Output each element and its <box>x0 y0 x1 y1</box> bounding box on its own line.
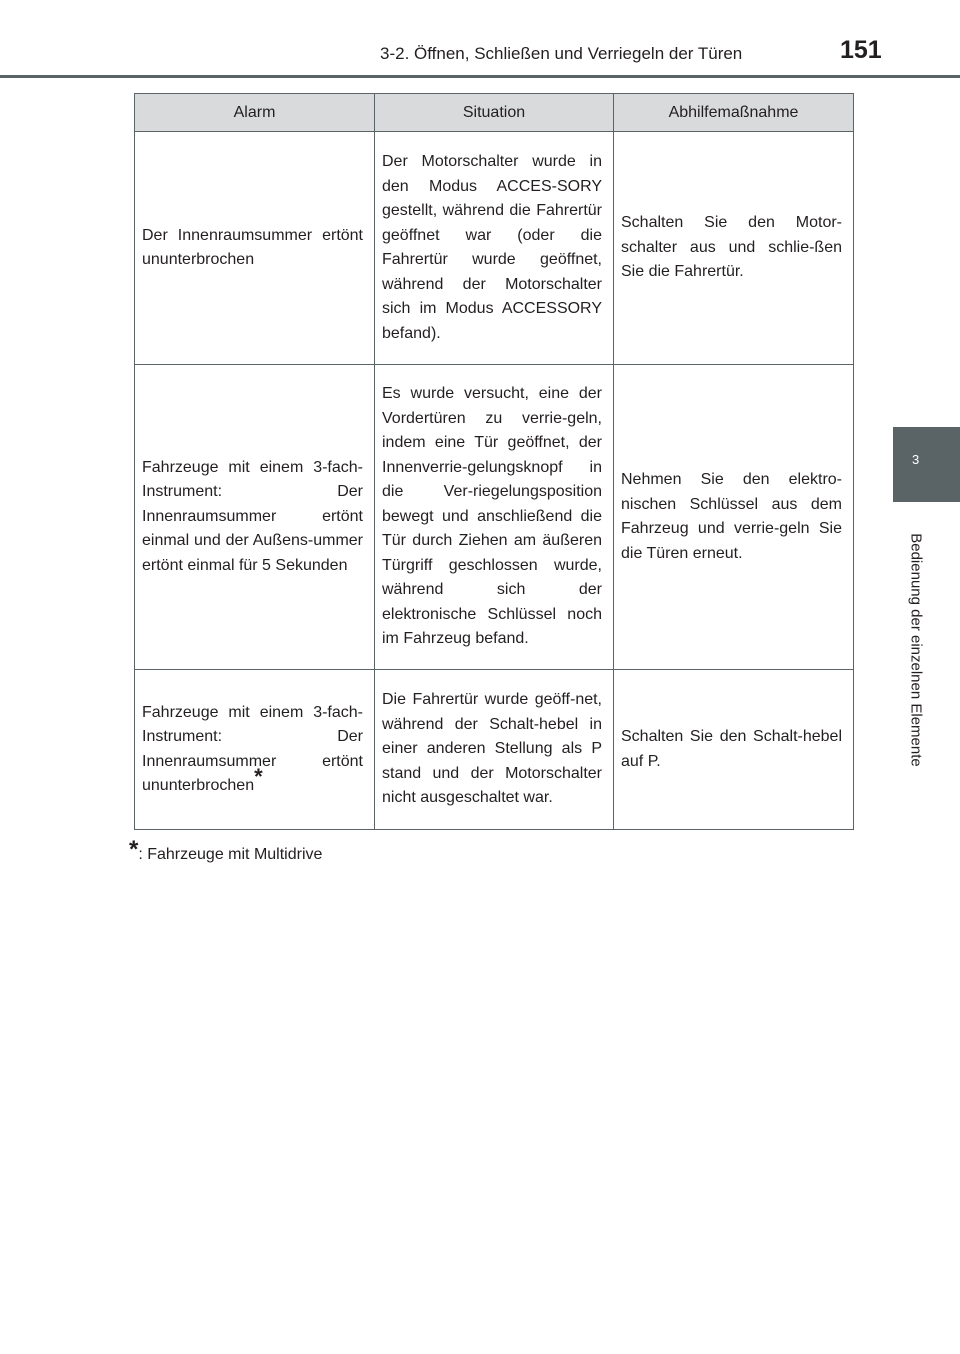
situation-cell: Die Fahrertür wurde geöff-net, während der Schalt-hebel in einer anderen Stellung als P stand und der Motorschalter nicht ausgeschaltet war. <box>375 670 614 830</box>
column-header-alarm: Alarm <box>135 94 375 132</box>
header-divider <box>0 75 960 78</box>
chapter-number: 3 <box>912 452 920 467</box>
table-header-row <box>135 94 854 132</box>
remedy-cell: Schalten Sie den Motor-schalter aus und schlie-ßen Sie die Fahrertür. <box>614 132 854 365</box>
footnote-star: * <box>129 836 139 863</box>
alarm-text: Fahrzeuge mit einem 3-fach-Instrument: Der Innenraumsummer ertönt ununterbrochen <box>142 703 363 794</box>
section-title: 3-2. Öffnen, Schließen und Verriegeln der Türen <box>380 44 743 63</box>
chapter-tab <box>893 427 960 502</box>
page-number: 151 <box>840 36 882 64</box>
column-header-remedy: Abhilfemaßnahme <box>614 94 854 132</box>
alarm-table <box>134 93 854 830</box>
situation-cell: Der Motorschalter wurde in den Modus ACCES-SORY gestellt, während die Fahrertür geöffnet war (oder die Fahrertür wurde geöffnet, während der Motorschalter sich im Modus ACCESSORY befand). <box>375 132 614 365</box>
footnote <box>129 836 322 864</box>
table-row <box>135 670 854 830</box>
alarm-cell: Der Innenraumsummer ertönt ununterbrochen <box>135 132 375 365</box>
alarm-cell: Fahrzeuge mit einem 3-fach-Instrument: Der Innenraumsummer ertönt einmal und der Außens-ummer ertönt einmal für 5 Sekunden <box>135 365 375 670</box>
chapter-label: Bedienung der einzelnen Elemente <box>907 533 925 767</box>
table-row <box>135 132 854 365</box>
footnote-text: : Fahrzeuge mit Multidrive <box>138 846 323 863</box>
remedy-cell: Nehmen Sie den elektro-nischen Schlüssel aus dem Fahrzeug und verrie-geln Sie die Türen erneut. <box>614 365 854 670</box>
situation-cell: Es wurde versucht, eine der Vordertüren zu verrie-geln, indem eine Tür geöffnet, der Innenverrie-gelungsknopf in die Ver-riegelungsposition bewegt und anschließend die Tür durch Ziehen am äußeren Türgriff geschlossen wurde, während sich der elektronische Schlüssel noch im Fahrzeug befand. <box>375 365 614 670</box>
column-header-situation: Situation <box>375 94 614 132</box>
remedy-cell: Schalten Sie den Schalt-hebel auf P. <box>614 670 854 830</box>
table-row <box>135 365 854 670</box>
footnote-marker: * <box>254 764 263 789</box>
alarm-cell <box>135 670 375 830</box>
